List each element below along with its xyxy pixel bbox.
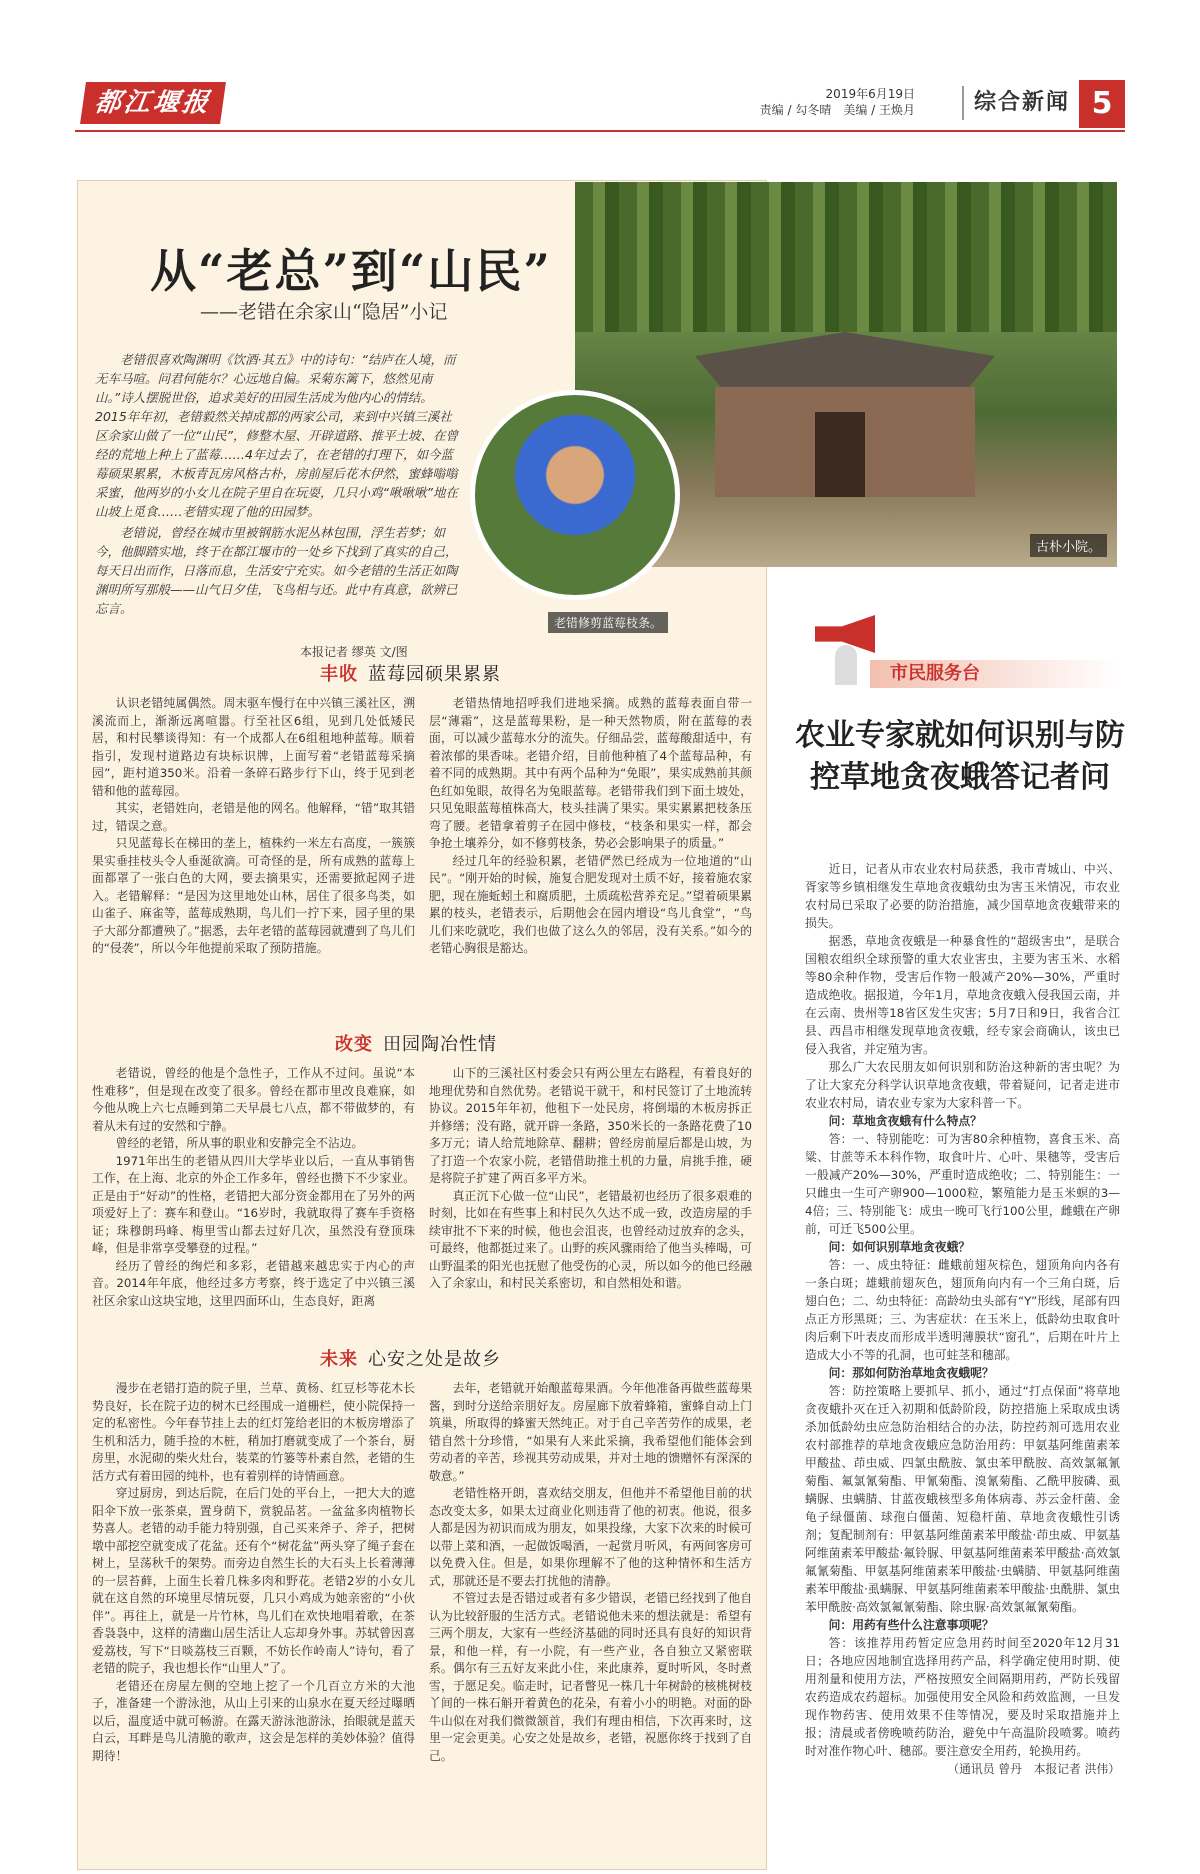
section-body xyxy=(92,695,752,1020)
paragraph: 经历了曾经的绚烂和多彩，老错越来越忠实于内心的声音。2014年年底，他经过多方考察，终于选定了中兴镇三溪社区余家山这块宝地，这里四面环山，生态良好，距离 xyxy=(92,1258,415,1308)
paragraph: 漫步在老错打造的院子里，兰草、黄杨、红豆杉等花木长势良好，长在院子边的树木已经围成一道栅栏，使小院保持一定的私密性。今年春节挂上去的红灯笼给老旧的木板房增添了生机和活力，随手捡的木桩，稍加打磨就变成了一个茶台，厨房里，水泥砌的柴火灶台，装菜的竹篓等朴素自然，老错的生活方式有着田园的纯朴，也有着别样的诗情画意。 xyxy=(92,1381,415,1483)
editors: 责编 / 勾冬晴 美编 / 王焕月 xyxy=(759,103,915,117)
service-desk-label: 市民服务台 xyxy=(870,660,1120,688)
text-column xyxy=(92,1380,415,1850)
feature-title: 从“老总”到“山民” xyxy=(150,244,552,298)
paragraph: 认识老错纯属偶然。周末驱车慢行在中兴镇三溪社区，溯溪流而上，渐渐远离喧嚣。行至社区6组，见到几处低矮民居，和村民攀谈得知：有一个成都人在6组租地种蓝莓。顺着指引，发现村道路边有块标识牌，上面写着“老错蓝莓采摘园”，距村道350米。沿着一条碎石路步行下山，终于见到老错和他的蓝莓园。 xyxy=(92,696,415,798)
text-column xyxy=(429,695,752,1020)
service-article-title: 农业专家就如何识别与防控草地贪夜蛾答记者问 xyxy=(795,718,1125,795)
section-heading xyxy=(320,660,501,686)
issue-date: 2019年6月19日 xyxy=(825,87,915,101)
paragraph: 老错性格开朗，喜欢结交朋友，但他并不希望他目前的状态改变太多，如果太过商业化则违背了他的初衷。他说，很多人都是因为初识而成为朋友，如果投缘，大家下次来的时候可以带上菜和酒，一起做饭喝酒，一起赏月听风，有两间客房可以免费入住。但是，如果你理解不了他的这种情怀和生活方式，那就还是不要去打扰他的清静。 xyxy=(429,1486,752,1588)
service-article-body xyxy=(805,860,1120,1778)
paragraph: 答：该推荐用药暂定应急用药时间至2020年12月31日；各地应因地制宜选择用药产品，科学确定使用时期、使用剂量和使用方法，严格按照安全间隔期用药，严防长残留农药造成农药超标。加强使用安全风险和药效监测，一旦发现作物药害、使用效果不佳等情况，要及时采取措施并上报；清晨或者傍晚喷药防治，避免中午高温阶段喷雾。喷药时对准作物心叶、穗部。要注意安全用药，轮换用药。 xyxy=(805,1636,1120,1758)
section-name: 综合新闻 xyxy=(962,86,1070,120)
bamboo-grove xyxy=(575,182,1117,332)
section-title: 蓝莓园硕果累累 xyxy=(368,664,501,685)
paragraph: 据悉，草地贪夜蛾是一种暴食性的“超级害虫”，是联合国粮农组织全球预警的重大农业害虫，主要为害玉米、水稻等80余种作物，受害后作物一般减产20%—30%，严重时造成绝收。据报道，今年1月，草地贪夜蛾入侵我国云南，并在云南、贵州等18省区发生灾害；5月7日和9日，我省合江县、西昌市相继发现草地贪夜蛾，经专家会商确认，该虫已侵入我省，并定殖为害。 xyxy=(805,934,1120,1056)
paragraph: 经过几年的经验积累，老错俨然已经成为一位地道的“山民”。“刚开始的时候，施复合肥发现对土质不好，接着施农家肥，现在施蚯蚓土和腐质肥，土质疏松营养充足。”望着硕果累累的枝头，老错表示，后期他会在园内增设“鸟儿食堂”，“鸟儿们来吃就吃，我们也做了这么久的邻居，没有关系。”如今的老错心胸很是豁达。 xyxy=(429,853,752,955)
text-column xyxy=(92,695,415,1020)
section-title: 心安之处是故乡 xyxy=(368,1349,501,1370)
paragraph: 答：一、特别能吃：可为害80余种植物，喜食玉米、高粱、甘蔗等禾本科作物，取食叶片、心叶、果穗等，受害后一般减产20%—30%，严重时造成绝收；二、特别能生：一只雌虫一生可产卵900—1000粒，繁殖能力是玉米螟的3—4倍；三、特别能飞：成虫一晚可飞行100公里，雌蛾在产卵前，可迁飞500公里。 xyxy=(805,1132,1120,1236)
paragraph: 老错说，曾经的他是个急性子，工作从不过问。虽说“本性难移”，但是现在改变了很多。曾经在都市里改良难寐，如今他从晚上六七点睡到第二天早晨七八点，都不带做梦的，有着从未有过的安然和宁静。 xyxy=(92,1066,415,1133)
paragraph: 那么广大农民朋友如何识别和防治这种新的害虫呢？为了让大家充分科学认识草地贪夜蛾，带着疑问，记者走进市农业农村局，请农业专家为大家科普一下。 xyxy=(805,1060,1120,1110)
paragraph: 其实，老错姓向，老错是他的网名。他解释，“错”取其错过，错误之意。 xyxy=(92,801,415,833)
paragraph: 老错热情地招呼我们进地采摘。成熟的蓝莓表面自带一层“薄霜”，这是蓝莓果粉，是一种天然物质，附在蓝莓的表面，可以减少蓝莓水分的流失。仔细品尝，蓝莓酸甜适中，有着浓郁的果香味。老错介绍，目前他种植了4个蓝莓品种，有着不同的成熟期。其中有两个品种为“免眼”，果实成熟前其颜色红如兔眼，故得名为兔眼蓝莓。老错带我们到下面土坡处，只见兔眼蓝莓植株高大，枝头挂满了果实。果实累累把枝条压弯了腰。老错拿着剪子在园中修枝，“枝条和果实一样，都会争抢土壤养分，如不修剪枝条，势必会影响果子的质量。” xyxy=(429,696,752,850)
house-roof xyxy=(695,332,995,392)
paragraph: 山下的三溪社区村委会只有两公里左右路程，有着良好的地理优势和自然优势。老错说干就干，和村民签订了土地流转协议。2015年年初，他租下一处民房，将倒塌的木板房拆正并修缮；没有路，就开辟一条路，350米长的一条路花费了10多万元；请人给荒地除草、翻耕；曾经房前屋后都是山坡，为了打造一个农家小院，老错借助推土机的力量，肩挑手推，硬是将院子扩建了两百多平方米。 xyxy=(429,1066,752,1185)
byline: 本报记者 缪英 文/图 xyxy=(300,645,408,659)
house-door xyxy=(815,412,865,497)
section-keyword: 丰收 xyxy=(320,664,358,685)
paragraph: 近日，记者从市农业农村局获悉，我市青城山、中兴、胥家等乡镇相继发生草地贪夜蛾幼虫为害玉米情况，市农业农村局已采取了必要的防治措施，减少国草地贪夜蛾带来的损失。 xyxy=(805,862,1120,930)
page-number: 5 xyxy=(1079,80,1125,128)
intro-paragraph: 老错说，曾经在城市里被钢筋水泥丛林包围，浮生若梦；如今，他脚踏实地，终于在都江堰市的一处乡下找到了真实的自己，每天日出而作，日落而息，生活安宁充实。如今老错的生活正如陶渊明所写那般——山气日夕佳，飞鸟相与还。此中有真意，欲辨已忘言。 xyxy=(95,525,458,616)
portrait-photo-caption: 老错修剪蓝莓枝条。 xyxy=(548,612,668,633)
section-body xyxy=(92,1065,752,1335)
paragraph: 穿过厨房，到达后院，在后门处的平台上，一把大大的遮阳伞下放一张茶桌，置身荫下，赏貌品茗。一盆盆多肉植物长势喜人。老错的动手能力特别强，自己买来斧子、斧子，把树墩中部挖空就变成了花盆。还有个“树花盆”两头穿了绳子套在树上，呈荡秋千的架势。而旁边自然生长的大石头上长着薄薄的一层苔藓，上面生长着几株多肉和野花。老错2岁的小女儿就在这自然的环境里尽情玩耍，几只小鸡成为她亲密的“小伙伴”。再往上，就是一片竹林，鸟儿们在欢快地唱着歌，在茶香袅袅中，这样的清幽山居生活让人忘却身外事。苏轼曾因喜爱荔枝，写下“日啖荔枝三百颗，不妨长作岭南人”诗句，看了老错的院子，我也想长作“山里人”了。 xyxy=(92,1486,415,1675)
paragraph: 曾经的老错，所从事的职业和安静完全不沾边。 xyxy=(115,1136,364,1150)
paragraph: 去年，老错就开始酿蓝莓果酒。今年他准备再做些蓝莓果酱，到时分送给亲朋好友。房屋廊下放着蜂箱，蜜蜂自动上门筑巢，所取得的蜂蜜天然纯正。对于自己辛苦劳作的成果，老错自然十分珍惜，“如果有人来此采摘，我希望他们能体会到劳动者的辛苦，珍视其劳动成果，并对土地的馈赠怀有深深的敬意。” xyxy=(429,1381,752,1483)
paragraph: 只见蓝莓长在梯田的垄上，植株约一米左右高度，一簇簇果实垂挂枝头令人垂涎欲滴。可奇怪的是，所有成熟的蓝莓上面都罩了一张白色的大网，要去摘果实，还需要掀起网子进入。老错解释：“是因为这里地处山林，居住了很多鸟类，如山雀子、麻雀等，蓝莓成熟期，鸟儿们一拧下来，园子里的果子大部分都遭殃了。”据悉，去年老错的蓝莓园就遭到了鸟儿们的“侵袭”，所以今年他提前采取了预防措施。 xyxy=(92,836,415,955)
masthead xyxy=(75,80,1125,132)
text-column xyxy=(429,1065,752,1335)
qa-question: 问：草地贪夜蛾有什么特点？ xyxy=(828,1114,982,1128)
text-column xyxy=(429,1380,752,1850)
qa-question: 问：用药有些什么注意事项呢？ xyxy=(828,1618,994,1632)
article-signature: （通讯员 曾丹 本报记者 洪伟） xyxy=(947,1762,1120,1776)
paragraph: 老错还在房屋左侧的空地上挖了一个几百立方米的大池子，准备建一个游泳池，从山上引来的山泉水在夏天经过曝晒以后，温度适中就可畅游。在露天游泳池游泳，抬眼就是蓝天白云，耳畔是鸟儿清脆的歌声，这会是怎样的美妙体验？值得期待！ xyxy=(92,1678,415,1763)
section-heading xyxy=(320,1345,501,1371)
qa-question: 问：如何识别草地贪夜蛾？ xyxy=(828,1240,971,1254)
intro-paragraph: 老错很喜欢陶渊明《饮酒·其五》中的诗句：“结庐在人境，而无车马喧。问君何能尔？心远地自偏。采菊东篱下，悠然见南山。”诗人摆脱世俗，追求美好的田园生活成为他内心的情结。2015年年初，老错毅然关掉成都的两家公司，来到中兴镇三溪社区余家山做了一位“山民”，修整木屋、开辟道路、推平土坡、在曾经的荒地上种上了蓝莓……4年过去了，在老错的打理下，如今蓝莓硕果累累，木板青瓦房风格古朴，房前屋后花木伊然，蜜蜂嗡嗡采蜜，他两岁的小女儿在院子里自在玩耍，几只小鸡“啾啾啾”地在山坡上觅食……老错实现了他的田园梦。 xyxy=(95,352,458,519)
feature-subtitle: ——老错在余家山“隐居”小记 xyxy=(200,301,448,323)
paragraph: 答：防控策略上要抓早、抓小，通过“打点保面”将草地贪夜蛾扑灭在迁入初期和低龄阶段，防控措施上采取成虫诱杀加低龄幼虫应急防治相结合的办法，防控药剂可选用农业农村部推荐的草地贪夜蛾应急防治用药：甲氨基阿维菌素苯甲酸盐、茚虫威、四氯虫酰胺、氯虫苯甲酰胺、高效氯氟氰菊酯、氟氯氰菊酯、甲氰菊酯、溴氰菊酯、乙酰甲胺磷、虱螨脲、虫螨腈、甘蓝夜蛾核型多角体病毒、苏云金杆菌、金龟子绿僵菌、球孢白僵菌、短稳杆菌、草地贪夜蛾性引诱剂；复配制剂有：甲氨基阿维菌素苯甲酸盐·茚虫威、甲氨基阿维菌素苯甲酸盐·氟铃脲、甲氨基阿维菌素苯甲酸盐·高效氯氟氰菊酯、甲氨基阿维菌素苯甲酸盐·虫螨腈、甲氨基阿维菌素苯甲酸盐·虱螨脲、甲氨基阿维菌素苯甲酸盐·虫酰肼、氯虫苯甲酰胺·高效氯氟氰菊酯、除虫脲·高效氯氟氰菊酯。 xyxy=(805,1384,1120,1614)
issue-meta xyxy=(760,86,915,118)
section-keyword: 未来 xyxy=(320,1349,358,1370)
section-body xyxy=(92,1380,752,1850)
section-keyword: 改变 xyxy=(335,1034,373,1055)
paragraph: 不管过去是否错过或者有多少错误，老错已经找到了他自认为比较舒服的生活方式。老错说他未来的想法就是：希望有三两个朋友，大家有一些经济基础的同时还具有良好的知识背景，和他一样，有一小院，有一些产业，各自独立又紧密联系。偶尔有三五好友来此小住，来此康养，夏时听风，冬时煮雪，于愿足矣。临走时，记者瞥见一株几十年树龄的核桃树枝丫间的一株石斛开着黄色的花朵，有着小小的明艳。对面的卧牛山似在对我们微微颔首，我们有理由相信，下次再来时，这里一定会更美。心安之处是故乡，老错，祝愿你终于找到了自己。 xyxy=(429,1591,752,1763)
service-desk-banner xyxy=(800,605,1120,690)
courtyard-photo-caption: 古朴小院。 xyxy=(1030,534,1107,557)
feature-intro xyxy=(95,350,460,620)
section-title: 田园陶冶性情 xyxy=(383,1034,497,1055)
section-heading xyxy=(335,1030,497,1056)
paragraph: 真正沉下心做一位“山民”，老错最初也经历了很多艰难的时刻，比如在有些事上和村民久久达不成一致，改造房屋的手续审批不下来的时候，他也会沮丧，也曾经动过放弃的念头，可最终，他都挺过来了。山野的疾风骤雨给了他当头棒喝，可山野温柔的阳光也抚慰了他受伤的心灵，所以如今的他已经融入了余家山，和村民关系密切，和自然相处和谐。 xyxy=(429,1188,752,1290)
portrait-photo xyxy=(470,390,680,600)
text-column xyxy=(92,1065,415,1335)
person-figure xyxy=(835,645,857,685)
newspaper-logo: 都江堰报 xyxy=(80,82,226,124)
paragraph: 1971年出生的老错从四川大学毕业以后，一直从事销售工作，在上海、北京的外企工作多年，曾经也攒下不少家业。正是由于“好动”的性格，老错把大部分资金都用在了另外的两项爱好上了：赛车和登山。“16岁时，我就取得了赛车手资格证；珠穆朗玛峰、梅里雪山都去过好几次，虽然没有登顶珠峰，但是非常享受攀登的过程。” xyxy=(92,1153,415,1255)
qa-question: 问：那如何防治草地贪夜蛾呢？ xyxy=(828,1366,994,1380)
paragraph: 答：一、成虫特征：雌蛾前翅灰棕色，翅顶角向内各有一条白斑；雄蛾前翅灰色，翅顶角向内有一个三角白斑，后翅白色；二、幼虫特征：高龄幼虫头部有“Y”形线，尾部有四点正方形黑斑；三、为害症状：在玉米上，低龄幼虫取食叶肉后剩下叶表皮而形成半透明薄膜状“窗孔”，后期在叶片上造成大小不等的孔洞，也可蛀茎和穗部。 xyxy=(805,1258,1120,1362)
